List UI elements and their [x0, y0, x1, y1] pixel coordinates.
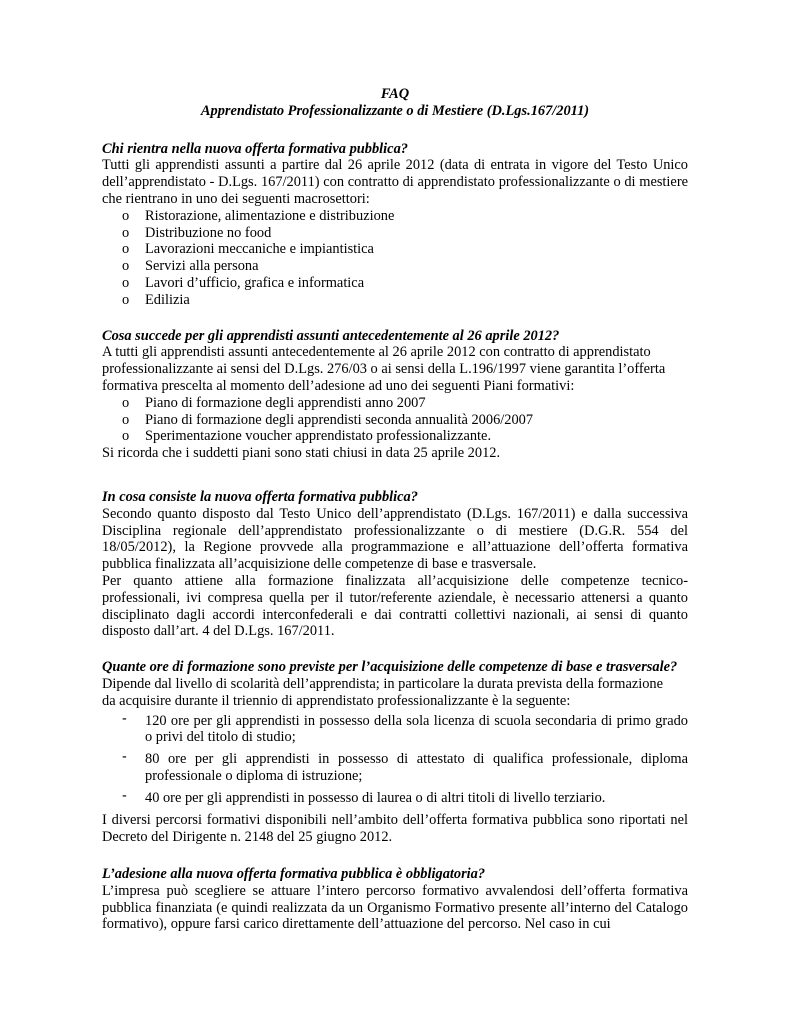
faq-section-5	[102, 866, 688, 933]
faq-question: In cosa consiste la nuova offerta formativa pubblica?	[102, 488, 418, 505]
macrosettori-list	[102, 208, 688, 309]
ore-formazione-list	[102, 713, 688, 807]
faq-answer: Tutti gli apprendisti assunti a partire dal 26 aprile 2012 (data di entrata in vigore del Testo Unico dell’apprendistato - D.Lgs. 167/2011) con contratto di apprendistato professionalizzante o di mestiere che rientrano in uno dei seguenti macrosettori:	[102, 157, 688, 207]
list-item: - 120 ore per gli apprendisti in possesso della sola licenza di scuola secondaria di primo grado o privi del titolo di studio;	[122, 713, 688, 747]
faq-answer-line: da acquisire durante il triennio di apprendistato professionalizzante è la seguente:	[102, 692, 571, 709]
faq-question: L’adesione alla nuova offerta formativa pubblica è obbligatoria?	[102, 866, 486, 883]
list-item: o Edilizia	[122, 292, 688, 309]
faq-note: Si ricorda che i suddetti piani sono stati chiusi in data 25 aprile 2012.	[102, 445, 501, 462]
faq-question: Quante ore di formazione sono previste per l’acquisizione delle competenze di base e trasversale?	[102, 659, 678, 676]
document-subtitle: Apprendistato Professionalizzante o di Mestiere (D.Lgs.167/2011)	[200, 102, 590, 119]
document-title: FAQ	[380, 86, 410, 102]
faq-section-1	[102, 141, 688, 309]
faq-question: Cosa succede per gli apprendisti assunti antecedentemente al 26 aprile 2012?	[102, 327, 560, 344]
faq-answer: L’impresa può scegliere se attuare l’intero percorso formativo avvalendosi dell’offerta formativa pubblica finanziata (e quindi realizzata da un Organismo Formativo presente all’interno del Catalogo formativo), oppure farsi carico direttamente dell’attuazione del percorso. Nel caso in cui	[102, 882, 688, 933]
faq-section-3	[102, 489, 688, 640]
document-page	[102, 86, 688, 933]
list-item: o Ristorazione, alimentazione e distribuzione	[122, 208, 688, 225]
list-item: o Servizi alla persona	[122, 258, 688, 275]
faq-section-2	[102, 328, 688, 462]
faq-question: Chi rientra nella nuova offerta formativa pubblica?	[102, 140, 408, 157]
faq-answer-line: Dipende dal livello di scolarità dell’apprendista; in particolare la durata prevista della formazione	[102, 675, 664, 692]
piani-formativi-list	[102, 395, 688, 445]
list-item: o Lavori d’ufficio, grafica e informatica	[122, 275, 688, 292]
list-item: o Distribuzione no food	[122, 225, 688, 242]
list-item: o Sperimentazione voucher apprendistato professionalizzante.	[122, 428, 688, 445]
faq-answer: Per quanto attiene alla formazione finalizzata all’acquisizione delle competenze tecnico-professionali, ivi compresa quella per il tutor/referente aziendale, è necessario attenersi a quanto disciplinato dagli accordi interconfederali e dai contratti collettivi nazionali, ai sensi di quanto disposto dall’art. 4 del D.Lgs. 167/2011.	[102, 572, 688, 640]
list-item: - 80 ore per gli apprendisti in possesso di attestato di qualifica professionale, diploma professionale o diploma di istruzione;	[122, 751, 688, 785]
list-item: - 40 ore per gli apprendisti in possesso di laurea o di altri titoli di livello terziario.	[122, 790, 688, 807]
list-item: o Lavorazioni meccaniche e impiantistica	[122, 241, 688, 258]
faq-section-4	[102, 659, 688, 846]
faq-answer: A tutti gli apprendisti assunti antecedentemente al 26 aprile 2012 con contratto di apprendistato professionalizzante ai sensi del D.Lgs. 276/03 o ai sensi della L.196/1997 viene garantita l’offerta formativa prescelta al momento dell’adesione ad uno dei seguenti Piani formativi:	[102, 344, 666, 394]
faq-answer: Secondo quanto disposto dal Testo Unico dell’apprendistato (D.Lgs. 167/2011) e dalla successiva Disciplina regionale dell’apprendistato professionalizzante o di mestiere (D.G.R. 554 del 18/05/2012), la Regione provvede alla programmazione e all’attuazione dell’offerta formativa pubblica finalizzata all’acquisizione delle competenze di base e trasversale.	[102, 505, 688, 573]
faq-note: I diversi percorsi formativi disponibili nell’ambito dell’offerta formativa pubblica sono riportati nel Decreto del Dirigente n. 2148 del 25 giugno 2012.	[102, 812, 688, 846]
list-item: o Piano di formazione degli apprendisti seconda annualità 2006/2007	[122, 412, 688, 429]
list-item: o Piano di formazione degli apprendisti anno 2007	[122, 395, 688, 412]
